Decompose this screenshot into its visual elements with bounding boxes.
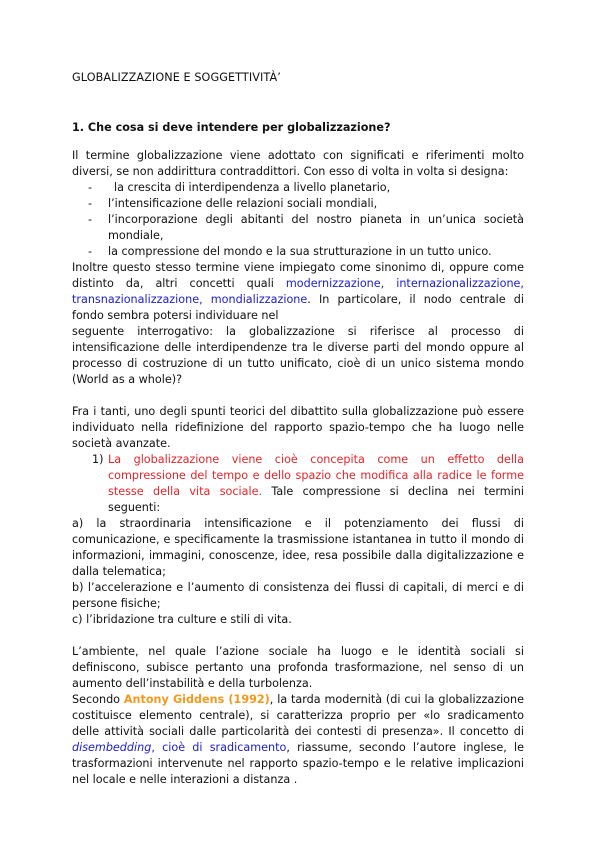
list-item <box>72 180 524 196</box>
section-body <box>72 148 524 788</box>
point-b: b) l’accelerazione e l’aumento di consistenza dei flussi di capitali, di merci e di persone fisiche; <box>72 581 524 610</box>
giddens-text-mid: , la tarda modernità (di cui la globalizzazione costituisce elemento centrale), si caratterizza proprio per «lo sradicamento delle attività sociali dalle particolarità dei contesti di presenza». Il concetto di <box>72 693 524 738</box>
dash-marker: - <box>88 181 93 194</box>
definition-list <box>72 180 524 260</box>
giddens-paragraph <box>72 692 524 788</box>
author-citation: Antony Giddens (1992) <box>123 693 270 706</box>
disembedding-term: disembedding <box>72 741 152 754</box>
dash-marker: - <box>88 213 93 226</box>
synonyms-paragraph <box>72 260 524 324</box>
list-item <box>72 244 524 260</box>
synonyms-text: Inoltre questo stesso termine viene impiegato come sinonimo di, oppure come distinto da, altri concetti quali <box>72 261 524 290</box>
dash-marker: - <box>88 197 93 210</box>
numbered-item <box>72 452 524 516</box>
environment-paragraph: L’ambiente, nel quale l’azione sociale ha luogo e le identità sociali si definiscono, subisce pertanto una profonda trasformazione, nel senso di un aumento dell’instabilità e della turbolenza. <box>72 645 524 690</box>
section-heading: 1. Che cosa si deve intendere per globalizzazione? <box>72 121 391 134</box>
synonyms-terms: modernizzazione, internazionalizzazione, transnazionalizzazione, mondializzazione <box>72 277 524 306</box>
point-a: a) la straordinaria intensificazione e il potenziamento dei flussi di comunicazione, e specificamente la trasmissione istantanea in tutto il mondo di informazioni, immagini, conoscenze, idee, resa possibile dalla digitalizzazione e dalla telematica; <box>72 517 524 578</box>
highlighted-definition: La globalizzazione viene cioè concepita come un effetto della compressione del tempo e dello spazio che modifica alla radice le forme stesse della vita sociale. <box>108 453 524 498</box>
list-item-text: la crescita di interdipendenza a livello planetario, <box>114 181 391 194</box>
intro-paragraph: Il termine globalizzazione viene adottato con significati e riferimenti molto diversi, se non addirittura contraddittori. Con esso di volta in volta si designa: <box>72 149 524 178</box>
number-marker: 1) <box>92 453 104 466</box>
numbered-item-text: Tale compressione si declina nei termini seguenti: <box>108 485 524 514</box>
list-item-text: l’intensificazione delle relazioni sociali mondiali, <box>108 197 378 210</box>
disembedding-gloss: , cioè di sradicamento <box>151 741 287 754</box>
giddens-text-end: , riassume, secondo l’autore inglese, le trasformazioni intervenute nel rapporto spazio-tempo e le relative implicazioni nel locale e nelle interazioni a distanza . <box>72 741 524 786</box>
list-item-text: l’incorporazione degli abitanti del nostro pianeta in un’unica società mondiale, <box>108 213 524 242</box>
list-item-text: la compressione del mondo e la sua strutturazione in un tutto unico. <box>108 245 492 258</box>
space-time-paragraph: Fra i tanti, uno degli spunti teorici del dibattito sulla globalizzazione può essere individuato nella ridefinizione del rapporto spazio-tempo che ha luogo nelle società avanzate. <box>72 405 524 450</box>
list-item <box>72 196 524 212</box>
giddens-text: Secondo <box>72 693 124 706</box>
blank-line <box>72 628 524 644</box>
synonyms-text-end: . In particolare, il nodo centrale di fondo sembra potersi individuare nel <box>72 293 524 322</box>
blank-line <box>72 388 524 404</box>
dash-marker: - <box>88 245 93 258</box>
document-title: GLOBALIZZAZIONE E SOGGETTIVITÀ’ <box>72 71 281 84</box>
list-item <box>72 212 524 244</box>
point-c: c) l’ibridazione tra culture e stili di vita. <box>72 613 292 626</box>
question-paragraph: seguente interrogativo: la globalizzazione si riferisce al processo di intensificazione delle interdipendenze tra le diverse parti del mondo oppure al processo di costruzione di un tutto unificato, cioè di un unico sistema mondo (World as a whole)? <box>72 325 524 386</box>
